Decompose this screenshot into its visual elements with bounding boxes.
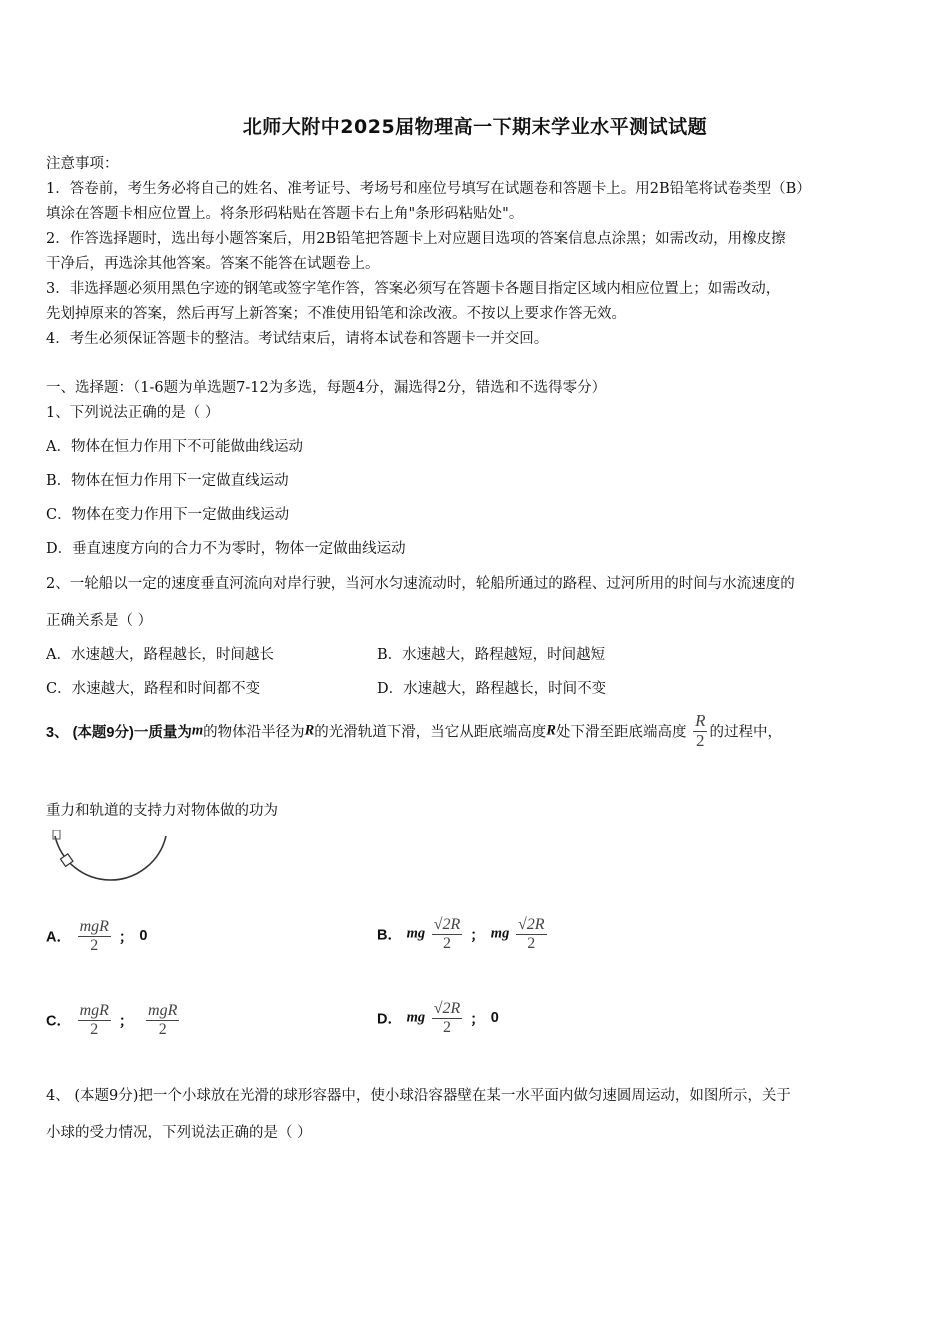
- q1-option-d: D．垂直速度方向的合力不为零时，物体一定做曲线运动: [46, 541, 406, 557]
- q3-c-fraction2: [146, 1002, 179, 1038]
- q3-stem-part4: 处下滑至距底端高度: [555, 724, 687, 741]
- notice-2a: 2．作答选择题时，选出每小题答案后，用2B铅笔把答题卡上对应题目选项的答案信息点涂黑；如需改动，用橡皮擦: [46, 231, 786, 247]
- q1-option-c: C．物体在变力作用下一定做曲线运动: [46, 507, 290, 523]
- notice-heading: 注意事项：: [46, 156, 119, 172]
- notice-1b: 填涂在答题卡相应位置上。将条形码粘贴在答题卡右上角"条形码粘贴处"。: [46, 206, 524, 222]
- q3-stem-part1: 3、 (本题9分)一质量为: [46, 724, 192, 741]
- q3-c-fraction1: [78, 1002, 111, 1038]
- q3-b-mg1: mg: [406, 925, 426, 942]
- section-heading: 一、选择题：（1-6题为单选题7-12为多选，每题4分，漏选得2分，错选和不选得零分）: [46, 380, 607, 396]
- q3-frac-num: R: [695, 711, 706, 730]
- q2-option-d: D．水速越大，路程越长，时间不变: [377, 681, 607, 697]
- q1-option-b: B．物体在恒力作用下一定做直线运动: [46, 473, 289, 489]
- q3-a-sep: ；: [118, 928, 134, 946]
- q3-d-sep: ；: [470, 1010, 485, 1028]
- q1-stem: 1、下列说法正确的是（ ）: [46, 405, 220, 421]
- q3-b-fraction1: [432, 916, 463, 952]
- notice-3a: 3．非选择题必须用黑色字迹的钢笔或签字笔作答，答案必须写在答题卡各题目指定区域内相应位置上；如需改动，: [46, 281, 781, 297]
- q3-a-num: mgR: [79, 918, 109, 935]
- q3-b-mg2: mg: [490, 925, 510, 942]
- q2-option-a: A．水速越大，路程越长，时间越长: [46, 647, 274, 663]
- q3-a-den: 2: [90, 936, 99, 954]
- q3-c-num1: mgR: [79, 1002, 109, 1019]
- page-title: 北师大附中2025届物理高一下期末学业水平测试试题: [242, 116, 708, 138]
- q3-c-den1: 2: [90, 1020, 99, 1038]
- q3-b-fraction2: [516, 916, 547, 952]
- q3-stem-2: 重力和轨道的支持力对物体做的功为: [46, 803, 278, 819]
- notice-3b: 先划掉原来的答案，然后再写上新答案；不准使用铅笔和涂改液。不按以上要求作答无效。: [46, 306, 626, 322]
- q2-option-c: C．水速越大，路程和时间都不变: [46, 681, 261, 697]
- q3-a-label: A．: [46, 929, 71, 946]
- q2-stem-1: 2、一轮船以一定的速度垂直河流向对岸行驶，当河水匀速流动时，轮船所通过的路程、过河所用的时间与水流速度的: [46, 576, 795, 592]
- q3-a-fraction: [78, 918, 111, 954]
- q3-d-tail: 0: [490, 1010, 499, 1027]
- semicircle-track-figure: [50, 830, 175, 898]
- q3-d-label: D．: [377, 1011, 402, 1028]
- q3-b-sep: ；: [470, 926, 485, 944]
- q3-c-den2: 2: [158, 1020, 167, 1038]
- notice-1a: 1．答卷前，考生务必将自己的姓名、准考证号、考场号和座位号填写在试题卷和答题卡上。用2B铅笔将试卷类型（B）: [46, 181, 811, 197]
- q3-b-label: B．: [377, 927, 402, 944]
- q3-d-mg: mg: [406, 1009, 426, 1026]
- q3-stem-part3: 的光滑轨道下滑，当它从距底端高度: [314, 724, 547, 741]
- q1-option-a: A．物体在恒力作用下不可能做曲线运动: [46, 439, 303, 455]
- q3-option-d: [377, 1000, 499, 1036]
- q3-b-den1: 2: [443, 934, 452, 952]
- notice-2b: 干净后，再选涂其他答案。答案不能答在试题卷上。: [46, 256, 380, 272]
- q3-frac-den: 2: [696, 730, 705, 750]
- q3-a-tail: 0: [139, 928, 148, 945]
- q3-c-sep: ；: [118, 1012, 134, 1030]
- q3-c-num2: mgR: [148, 1002, 178, 1019]
- q2-option-b: B．水速越大，路程越短，时间越短: [377, 647, 606, 663]
- q2-stem-2: 正确关系是（ ）: [46, 613, 153, 629]
- start-marker: [53, 830, 60, 839]
- q3-b-num2: √2R: [517, 916, 545, 933]
- q3-var-r2: R: [546, 722, 556, 739]
- q3-option-c: [46, 1002, 181, 1038]
- q3-option-a: [46, 918, 148, 954]
- q3-stem-part5: 的过程中，: [709, 724, 782, 741]
- q3-d-fraction: [432, 1000, 463, 1036]
- q4-stem-1: 4、 (本题9分)把一个小球放在光滑的球形容器中，使小球沿容器壁在某一水平面内做匀速圆周运动，如图所示，关于: [46, 1088, 791, 1104]
- q3-b-num1: √2R: [433, 916, 461, 933]
- q3-option-b: [377, 916, 549, 952]
- q3-stem-1: [46, 712, 782, 750]
- q3-b-den2: 2: [527, 934, 536, 952]
- q3-fraction-r-over-2: [693, 712, 707, 750]
- q3-d-num: √2R: [433, 1000, 461, 1017]
- q3-var-m: m: [191, 722, 204, 739]
- q3-var-r: R: [304, 722, 315, 739]
- q3-c-label: C．: [46, 1013, 71, 1030]
- q3-d-den: 2: [443, 1018, 452, 1036]
- notice-4: 4．考生必须保证答题卡的整洁。考试结束后，请将本试卷和答题卡一并交回。: [46, 331, 549, 347]
- q3-stem-part2: 的物体沿半径为: [203, 724, 305, 741]
- q4-stem-2: 小球的受力情况，下列说法正确的是（ ）: [46, 1125, 312, 1141]
- track-arc: [55, 836, 166, 880]
